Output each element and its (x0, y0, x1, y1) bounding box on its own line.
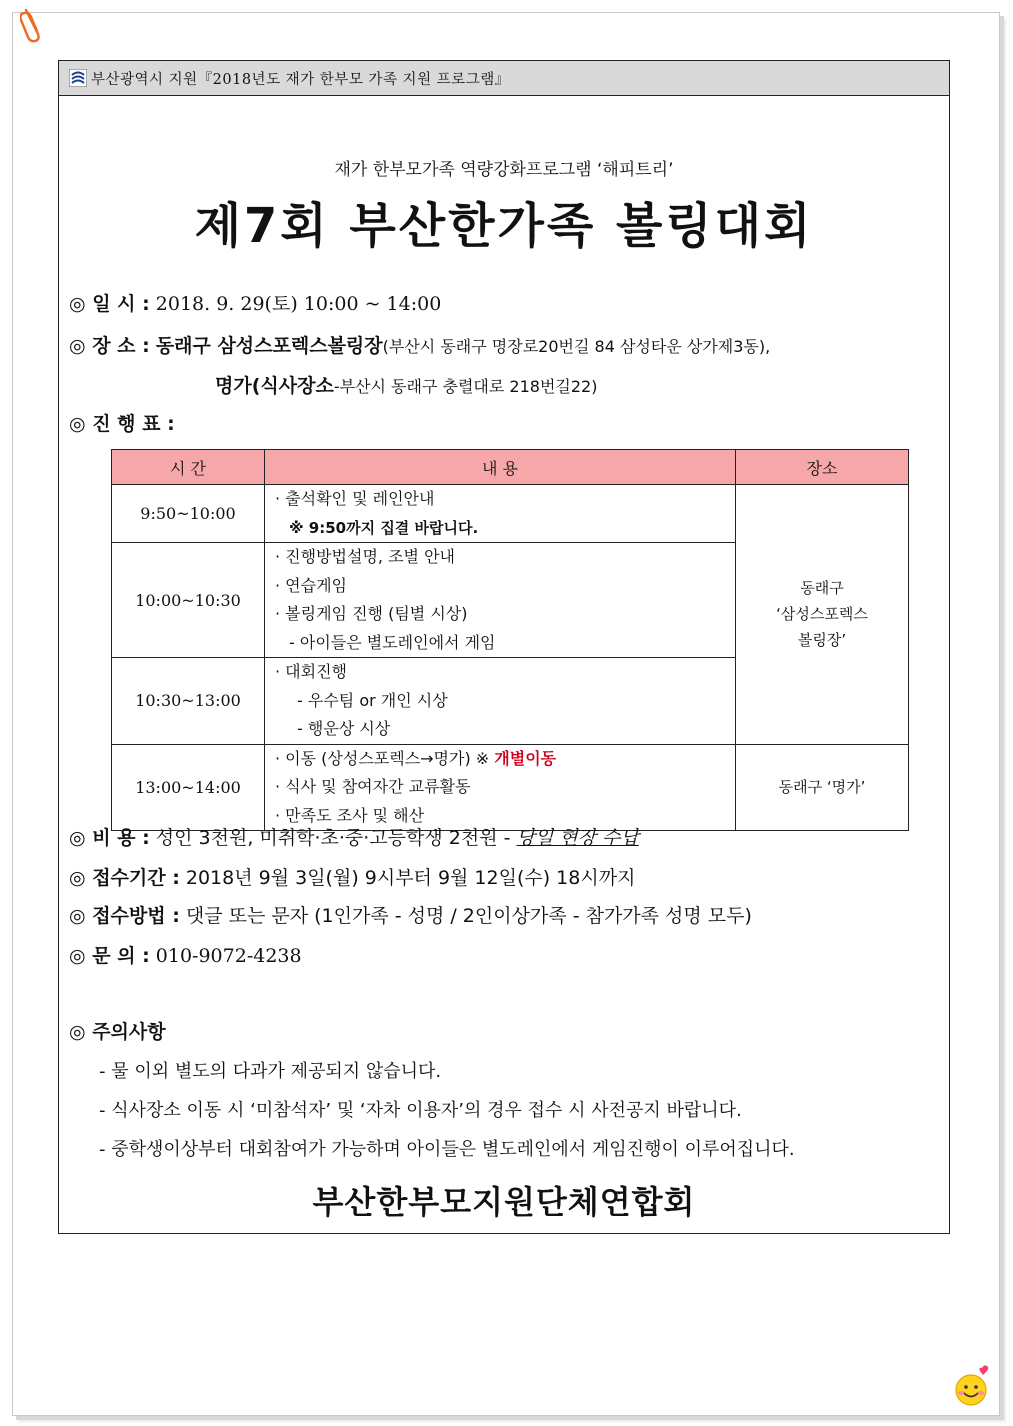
content-cell (265, 543, 736, 658)
place-main: 동래구 삼성스포렉스볼링장 (155, 335, 383, 357)
content-line: · 연습게임 (275, 575, 347, 595)
schedule-label (69, 409, 175, 436)
content-cell (265, 744, 736, 831)
smiley-icon (946, 1362, 996, 1408)
period-row (69, 863, 635, 890)
content-line: · 볼링게임 진행 (팀별 시상) (275, 604, 468, 623)
contact-row (69, 941, 302, 968)
schedule-table (111, 449, 909, 831)
period-value: 2018년 9월 3일(월) 9시부터 9월 12일(수) 18시까지 (185, 867, 636, 889)
organization-name: 부산한부모지원단체연합회 (312, 1183, 696, 1221)
place-cell-restaurant: 동래구 ‘명가’ (736, 744, 909, 831)
date-value: 2018. 9. 29(토) 10:00 ~ 14:00 (155, 293, 442, 315)
header-text: 부산광역시 지원『2018년도 재가 한부모 가족 지원 프로그램』 (91, 71, 510, 88)
place-row (69, 331, 770, 358)
content-line (275, 745, 735, 774)
content-line: - 아이들은 별도레인에서 게임 (289, 632, 496, 652)
content-line: · 출석확인 및 레인안내 (275, 489, 435, 508)
contact-label: ◎ 문 의 : (69, 945, 150, 967)
time-cell: 13:00~14:00 (112, 744, 265, 831)
place2-row (215, 371, 597, 398)
fees-note: 당일 현장 수납 (516, 827, 639, 849)
content-line: - 우수팀 or 개인 시상 (297, 690, 448, 710)
content-line: · 진행방법설명, 조별 안내 (275, 547, 455, 566)
place2-address: -부산시 동래구 충렬대로 218번길22) (333, 377, 598, 396)
contact-value: 010-9072-4238 (155, 945, 302, 967)
header-place: 장소 (736, 450, 909, 485)
fees-row (69, 823, 639, 850)
content-line: - 행운상 시상 (297, 719, 391, 738)
fees-value: 성인 3천원, 미취학·초·중·고등학생 2천원 - (155, 827, 511, 849)
document-body (58, 60, 950, 1234)
content-cell (265, 658, 736, 745)
caution-item: - 식사장소 이동 시 ‘미참석자’ 및 ‘자차 이용자’의 경우 접수 시 사전공지 바랍니다. (99, 1100, 742, 1121)
header-content: 내 용 (265, 450, 736, 485)
content-text: · 이동 (상성스포렉스→명가) ※ (275, 748, 495, 768)
time-cell: 10:00~10:30 (112, 543, 265, 658)
header-bar (59, 61, 949, 96)
place-line: 동래구 (800, 579, 844, 598)
cautions-label-text: ◎ 주의사항 (69, 1021, 166, 1043)
content-line: ※ 9:50까지 집결 바랍니다. (289, 518, 479, 537)
cautions-label (69, 1017, 166, 1044)
date-label: ◎ 일 시 : (69, 293, 150, 315)
time-cell: 10:30~13:00 (112, 658, 265, 745)
place-address: (부산시 동래구 명장로20번길 84 삼성타운 상가제3동), (382, 337, 771, 356)
place-line: 볼링장’ (797, 631, 847, 650)
method-row (69, 901, 752, 928)
method-label: ◎ 접수방법 : (69, 905, 180, 927)
table-header-row (112, 450, 909, 485)
subtitle: 재가 한부모가족 역량강화프로그램 ‘해피트리’ (334, 160, 674, 180)
place-line: ‘삼성스포렉스 (776, 605, 868, 624)
content-line: · 식사 및 참여자간 교류활동 (275, 777, 471, 796)
page-title: 제7회 부산한가족 볼링대회 (194, 198, 814, 254)
busan-logo-icon (69, 69, 87, 87)
table-row (112, 485, 909, 543)
fees-label: ◎ 비 용 : (69, 827, 150, 849)
schedule-label-text: ◎ 진 행 표 : (69, 413, 175, 435)
header-time: 시 간 (112, 450, 265, 485)
period-label: ◎ 접수기간 : (69, 867, 180, 889)
time-cell: 9:50~10:00 (112, 485, 265, 543)
content-line: · 대회진행 (275, 662, 347, 681)
method-value: 댓글 또는 문자 (1인가족 - 성명 / 2인이상가족 - 참가가족 성명 모두) (185, 905, 752, 927)
date-row (69, 289, 441, 316)
place-label: ◎ 장 소 : (69, 335, 150, 357)
content-cell (265, 485, 736, 543)
individual-move-highlight: 개별이동 (494, 748, 557, 768)
caution-item: - 중학생이상부터 대회참여가 가능하며 아이들은 별도레인에서 게임진행이 이루어집니다. (99, 1139, 795, 1160)
place2-main: 명가(식사장소 (215, 375, 334, 397)
caution-item: - 물 이외 별도의 다과가 제공되지 않습니다. (99, 1061, 442, 1082)
content-line: · 만족도 조사 및 해산 (275, 805, 425, 825)
table-row (112, 744, 909, 831)
paperclip-icon (20, 4, 42, 44)
place-cell-bowling (736, 485, 909, 745)
